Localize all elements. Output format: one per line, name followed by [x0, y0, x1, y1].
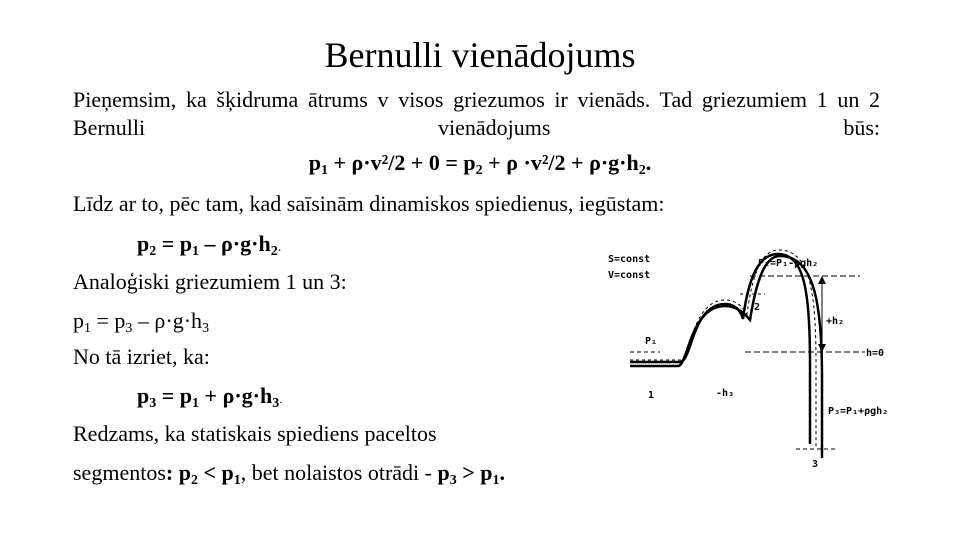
slide-title: Bernulli vienādojums [324, 35, 636, 75]
text-line-observation: Redzams, ka statiskais spiediens paceltos [73, 421, 437, 446]
section-1-label: 1 [648, 390, 655, 401]
pipe-center-line [630, 250, 819, 449]
p1-label: P₁ [645, 336, 658, 347]
pipe-diagram [600, 244, 900, 474]
pipe-inner-wall [630, 256, 822, 458]
text-line-segments: segmentos: $p_2 < p_1$, bet nolaistos otrādi - $p_3 > p_1$. [73, 460, 506, 488]
text-line-conclusion: No tā izriet, ka: [73, 344, 210, 369]
equation-p1: $p_1 = p_3 - \rho\cdot g\cdot h_3$ [73, 308, 210, 336]
text-line-reduction: Līdz ar to, pēc tam, kad saīsinām dinamiskos spiedienus, iegūstam: [73, 191, 665, 216]
pipe-outer-wall [630, 254, 810, 444]
text-line-analog: Analoģiski griezumiem 1 un 3: [73, 269, 347, 294]
intro-paragraph: Pieņemsim, ka šķidruma ātrums v visos griezumos ir vienāds. Tad griezumiem 1 un 2 Bernulli vienādojums būs: [73, 87, 880, 140]
equation-p3: $p_3 = p_1 + \rho\cdot g\cdot h_3$. [137, 383, 283, 411]
minus-h3-label: -h₃ [716, 388, 735, 399]
section-2-label: 2 [754, 302, 761, 313]
p2-formula-label: P₂=P₁-ρgh₂ [758, 258, 819, 269]
p3-formula-label: P₃=P₁+ρgh₂ [828, 406, 889, 417]
equation-p2: $p_2 = p_1 - \rho\cdot g\cdot h_2$. [137, 231, 282, 259]
section-3-label: 3 [812, 459, 819, 470]
plus-h2-label: +h₂ [826, 316, 845, 327]
v-const-label: V=const [608, 270, 651, 281]
s-const-label: S=const [608, 254, 651, 265]
h0-label: h=0 [866, 348, 885, 359]
bernoulli-equation-1-2: $p_1 + \rho\cdot v^2/2 + 0 = p_2 + \rho \cdot v^2/2 + \rho\cdot g\cdot h_2$. [308, 150, 652, 178]
